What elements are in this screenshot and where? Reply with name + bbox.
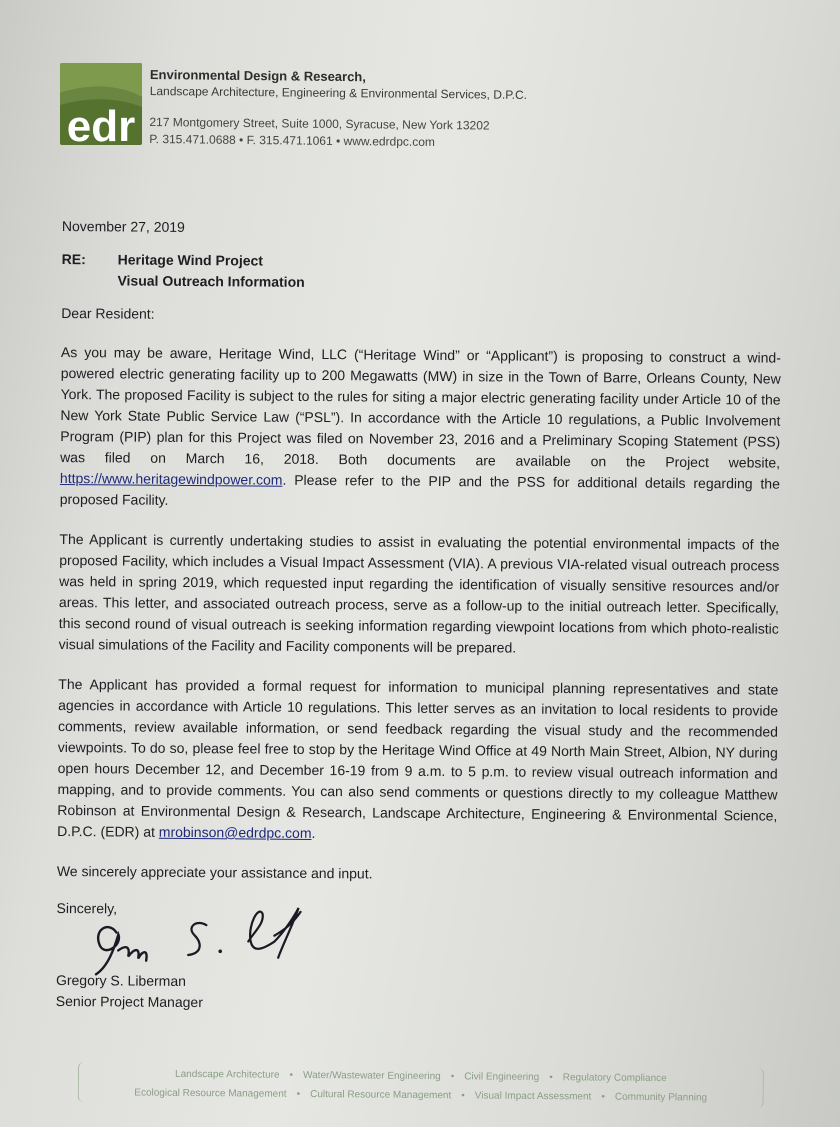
footer-item: Civil Engineering [464,1071,540,1084]
paragraph-request [57,674,778,848]
edr-logo [60,63,142,145]
signer-name: Gregory S. Liberman [55,971,187,989]
project-website-link[interactable]: https://www.heritagewindpower.com [59,469,283,488]
logo-lettering: edr [66,102,136,145]
paragraph-request-text: The Applicant has provided a formal request for information to municipal planning representatives and state agencies in accordance with Article 10 regulations. This letter serves as an invitation to local residents to provide comments, review available information, or send feedback regarding the visual study and the recommended viewpoints. To do so, please feel free to stop by the Heritage Wind Office at 49 North Main Street, Albion, NY during open hours December 12, and December 16-19 from 9 a.m. to 5 p.m. to review visual outreach information and mapping, and to provide comments. You can also send comments or questions directly to my colleague Matthew Robinson at Environmental Design & Research, Landscape Architecture, Engineering & Environmental Science, D.P.C. (EDR) at [57,675,779,840]
footer-separator: • [289,1069,294,1081]
footer-item: Ecological Resource Management [134,1087,287,1100]
footer-item: Landscape Architecture [174,1068,280,1081]
footer-separator: • [549,1072,553,1084]
footer-separator: • [601,1091,605,1103]
footer-separator: • [450,1071,455,1083]
subject-line-1: Heritage Wind Project [117,251,264,269]
closing-line: We sincerely appreciate your assistance and input. [56,862,373,882]
company-contact: P. 315.471.0688 • F. 315.471.1061 • www.edrdpc.com [149,131,436,149]
contact-email-link[interactable]: mrobinson@edrdpc.com [158,823,312,841]
footer-row-2 [79,1085,763,1106]
signer-title: Senior Project Manager [55,992,203,1011]
footer-item: Water/Wastewater Engineering [303,1069,441,1083]
footer-item: Visual Impact Assessment [474,1090,592,1103]
paragraph-intro-text: As you may be aware, Heritage Wind, LLC (“Heritage Wind” or “Applicant”) is proposing to construct a wind-powered electric generating facility up to 200 Megawatts (MW) in size in the Town of Barre, Orleans County, New York. The proposed Facility is subject to the rules for siting a major electric generating facility under Article 10 of the New York State Public Service Law (“PSL”). In accordance with the Article 10 regulations, a Public Involvement Program (PIP) plan for this Project was filed on November 23, 2016 and a Preliminary Scoping Statement (PSS) was filed on March 16, 2018. Both documents are available on the Project website, [60,343,781,471]
footer-item: Regulatory Compliance [562,1072,667,1085]
paragraph-request-tail: . [311,824,316,842]
footer-row-1 [79,1066,763,1087]
salutation: Dear Resident: [61,304,155,322]
paragraph-intro [60,342,781,516]
footer-separator: • [461,1090,465,1102]
paragraph-studies: The Applicant is currently undertaking studies to assist in evaluating the potential environmental impacts of the proposed Facility, which includes a Visual Impact Assessment (VIA). A previous VIA-related visual outreach process was held in spring 2019, which requested input regarding the identification of visually sensitive resources and/or areas. This letter, and associated outreach process, serve as a follow-up to the initial outreach letter. Specifically, this second round of visual outreach is seeking information regarding viewpoint locations from which photo-realistic visual simulations of the Facility and Facility components will be prepared. [58,530,780,656]
letterhead [149,66,527,152]
company-name: Environmental Design & Research, [149,66,366,85]
sign-off: Sincerely, [56,899,118,917]
subject-line-2: Visual Outreach Information [117,272,305,290]
footer-item: Cultural Resource Management [310,1089,452,1102]
letter-date: November 27, 2019 [61,217,185,235]
services-footer [78,1062,764,1108]
paragraph-intro-tail: . Please refer to the PIP and the PSS for additional details regarding the proposed Facility. [59,471,780,508]
company-subtitle: Landscape Architecture, Engineering & Environmental Services, D.P.C. [149,83,528,102]
footer-separator: • [296,1088,301,1100]
subject-block [61,249,781,297]
signature-block [56,898,777,1012]
company-address: 217 Montgomery Street, Suite 1000, Syracuse, New York 13202 [149,114,490,133]
letter-body [56,216,782,1012]
footer-item: Community Planning [614,1091,708,1104]
subject-label: RE: [61,250,86,268]
